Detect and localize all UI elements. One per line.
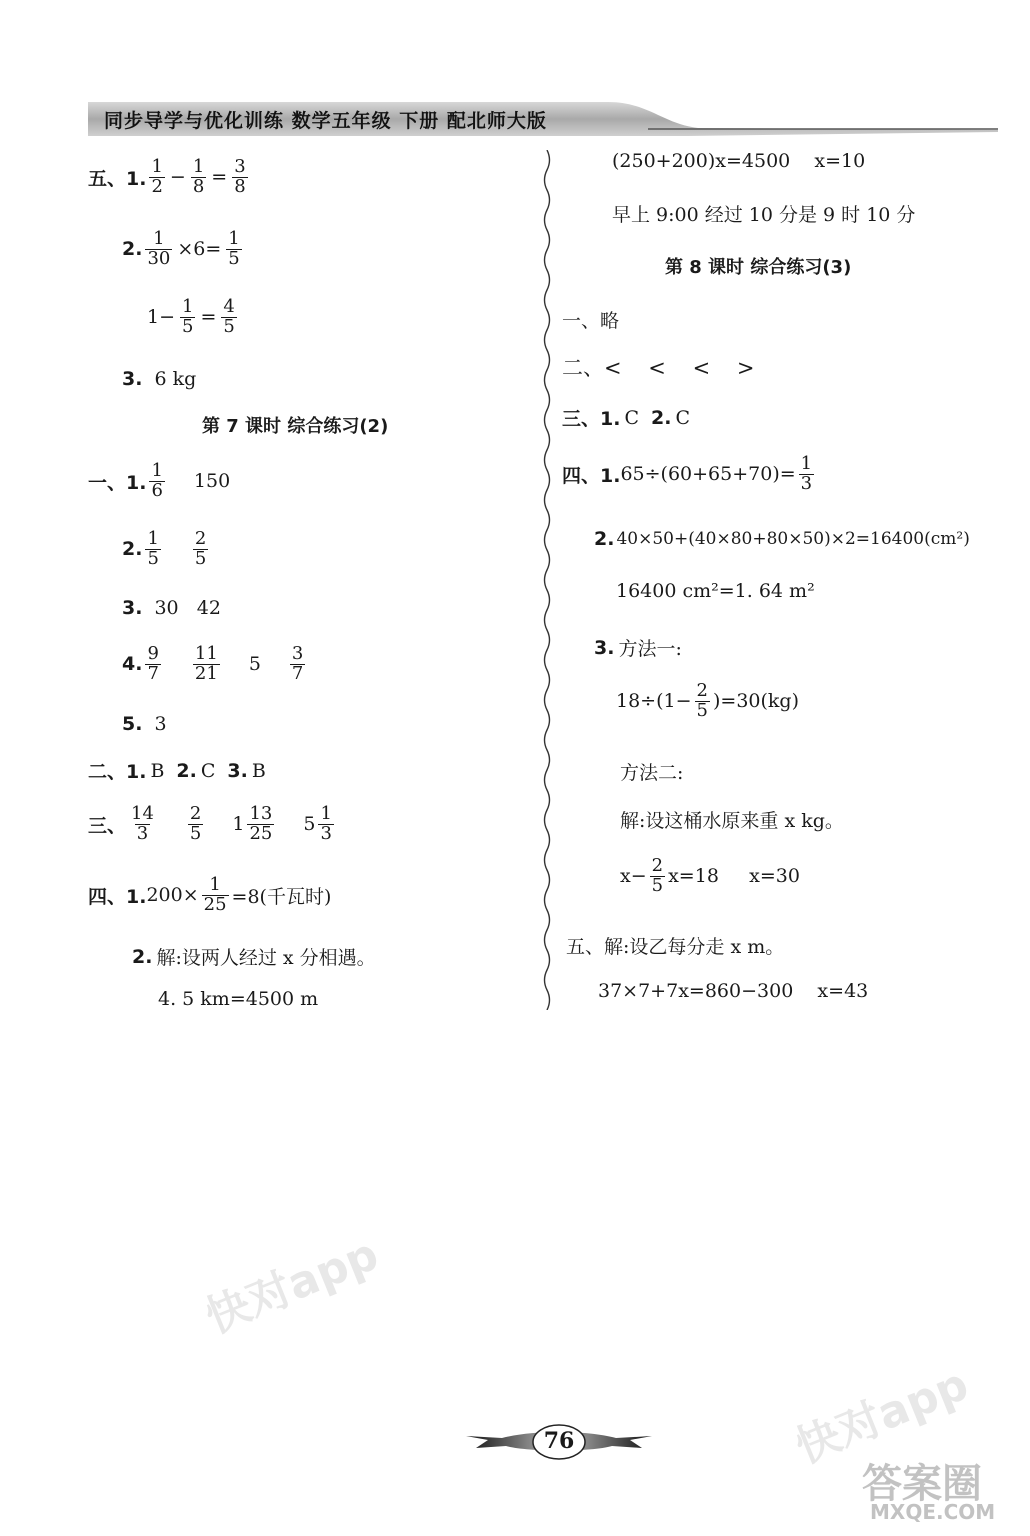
numerator: 1: [151, 156, 163, 177]
answer-text: 五、解:设乙每分走 x m。: [566, 936, 785, 958]
question-label: 3.: [594, 636, 615, 659]
r-s1: [562, 306, 619, 333]
fraction: [221, 298, 236, 337]
expression-text: 65÷(60+65+70)=: [620, 463, 796, 486]
denominator: 3: [136, 822, 149, 844]
numerator: 9: [147, 643, 159, 664]
s2-line: [88, 757, 266, 784]
numerator: 4: [223, 296, 235, 317]
expression-text: 18÷(1−: [616, 690, 692, 713]
denominator: 2: [151, 175, 163, 197]
answer-text: 3: [154, 713, 167, 735]
numerator: 1: [153, 228, 165, 249]
fraction: [188, 805, 203, 844]
section-label: 三、: [88, 814, 127, 837]
fraction: [226, 230, 241, 269]
denominator: 25: [203, 893, 227, 915]
s4-q2b: [158, 988, 318, 1010]
s1-q4: [122, 645, 308, 684]
r-s4-q2b: [616, 580, 815, 602]
fraction: [145, 230, 172, 269]
operator: −: [169, 166, 186, 189]
s5-q3: [122, 368, 196, 390]
s4-q1: [88, 876, 331, 915]
r-line-1: [612, 150, 865, 172]
mixed-number: [232, 805, 277, 844]
answer-text: 5: [248, 653, 261, 676]
s5-q2b: [145, 298, 240, 337]
denominator: 5: [228, 247, 240, 269]
answer-text: 解:设两人经过 x 分相遇。: [156, 947, 376, 969]
answer-text: 150: [193, 470, 231, 493]
question-label: 2.: [651, 406, 672, 429]
watermark: 快对app: [198, 1228, 386, 1344]
denominator: 25: [249, 822, 273, 844]
denominator: 21: [194, 662, 218, 684]
numerator: 1: [182, 296, 194, 317]
r-s4-q3-method2: [620, 758, 683, 785]
numerator: 1: [800, 453, 813, 474]
watermark: MXQE.COM: [870, 1500, 996, 1524]
s1-q2: [122, 530, 211, 569]
numerator: 1: [192, 156, 205, 177]
fraction: [290, 645, 305, 684]
r-s4-q3: [594, 634, 682, 661]
answer-text: 方法一:: [618, 638, 682, 660]
numerator: 3: [234, 156, 246, 177]
watermark: 答案圈: [862, 1461, 982, 1507]
fraction: [180, 298, 195, 337]
denominator: 6: [151, 479, 163, 501]
numerator: 1: [209, 874, 221, 895]
answer-text: 30 42: [154, 597, 221, 619]
answer-text: 一、略: [562, 310, 620, 332]
numerator: 2: [194, 528, 207, 549]
denominator: 8: [234, 175, 246, 197]
fraction: [145, 645, 160, 684]
fraction: [193, 645, 220, 684]
section-label: 三、1.: [562, 408, 621, 430]
numerator: 1: [320, 803, 332, 824]
r-s5-eq: [598, 980, 868, 1002]
r-s4-q3-sol: [620, 806, 844, 833]
answer-text: 37×7+7x=860−300 x=43: [598, 980, 869, 1002]
fraction: [129, 805, 156, 844]
denominator: 7: [291, 662, 304, 684]
answer-text: C: [200, 759, 216, 782]
page-number: 76: [543, 1428, 575, 1454]
answer-text: (250+200)x=4500 x=10: [612, 150, 866, 172]
lesson-8-title: 第 8 课时 综合练习(3): [665, 257, 852, 278]
lesson-7-title: 第 7 课时 综合练习(2): [202, 416, 389, 437]
question-label: 2.: [122, 538, 143, 561]
question-label: 5.: [122, 713, 143, 735]
question-label: 3.: [227, 759, 248, 782]
s1-q1: [88, 462, 230, 501]
section-label: 一、1.: [88, 471, 147, 494]
denominator: 5: [147, 547, 159, 569]
answer-text: 解:设这桶水原来重 x kg。: [620, 810, 844, 832]
expression-text: =8(千瓦时): [231, 885, 332, 908]
section-label: 四、1.: [562, 464, 621, 487]
denominator: 5: [696, 699, 708, 721]
denominator: 5: [182, 315, 194, 337]
s3-line: [88, 805, 337, 844]
operator: ×6=: [177, 238, 222, 261]
answer-text: 40×50+(40×80+80×50)×2=16400(cm²): [616, 529, 970, 549]
numerator: 2: [189, 803, 202, 824]
answer-text: C: [624, 406, 639, 429]
answer-text: 早上 9:00 经过 10 分是 9 时 10 分: [612, 204, 916, 226]
fraction: [247, 805, 274, 844]
answer-text: 4. 5 km=4500 m: [158, 988, 319, 1010]
numerator: 2: [696, 680, 708, 701]
r-s3: [562, 404, 690, 431]
s5-q2: [122, 230, 245, 269]
r-s5: [566, 932, 784, 959]
question-label: 2.: [176, 759, 197, 782]
question-label: 3.: [122, 368, 143, 390]
denominator: 5: [223, 315, 235, 337]
expression-text: x=18 x=30: [668, 865, 800, 888]
denominator: 30: [147, 247, 171, 269]
question-label: 3.: [122, 597, 143, 619]
column-divider: [540, 150, 554, 1010]
question-label: 2.: [132, 945, 153, 968]
mixed-number: [303, 805, 337, 844]
numerator: 13: [249, 803, 273, 824]
answer-text: B: [251, 759, 266, 782]
fraction: [232, 158, 247, 197]
fraction: [695, 682, 710, 721]
fraction: [202, 876, 229, 915]
denominator: 8: [192, 175, 205, 197]
s1-q5: [122, 713, 167, 735]
denominator: 5: [651, 874, 664, 896]
answer-text: 6 kg: [154, 368, 197, 390]
r-line-2: [612, 200, 915, 227]
numerator: 14: [131, 803, 154, 824]
answer-text: B: [150, 759, 165, 782]
s5-q1: [88, 158, 251, 197]
answer-text: 二、< < < >: [562, 356, 755, 380]
question-label: 4.: [122, 653, 143, 676]
numerator: 1: [228, 228, 240, 249]
fraction: [318, 805, 333, 844]
r-s4-q3-eq2: [620, 857, 800, 896]
question-label: 2.: [122, 238, 143, 261]
r-s4-q2: [594, 528, 970, 550]
header-title: 同步导学与优化训练 数学五年级 下册 配北师大版: [104, 110, 547, 132]
numerator: 2: [651, 855, 664, 876]
numerator: 1: [151, 460, 163, 481]
r-s4-q1: [562, 455, 817, 494]
answer-text: 方法二:: [620, 762, 684, 784]
denominator: 5: [189, 822, 202, 844]
r-s4-q3-eq1: [616, 682, 799, 721]
numerator: 3: [291, 643, 304, 664]
s4-q2: [132, 943, 376, 970]
fraction: [191, 158, 206, 197]
whole-part: 5: [303, 813, 316, 836]
denominator: 7: [147, 662, 159, 684]
operator: =: [200, 306, 217, 329]
r-s2: [562, 352, 755, 382]
expression-text: 1−: [147, 306, 176, 329]
numerator: 11: [194, 643, 218, 664]
fraction: [650, 857, 665, 896]
denominator: 3: [320, 822, 332, 844]
expression-text: x−: [620, 865, 647, 888]
watermark: 快对app: [788, 1358, 976, 1474]
fraction: [193, 530, 208, 569]
operator: =: [211, 166, 228, 189]
fraction: [799, 455, 814, 494]
fraction: [149, 462, 164, 501]
expression-text: 200×: [146, 884, 199, 907]
answer-text: C: [675, 406, 690, 429]
s1-q3: [122, 597, 221, 619]
s5-label: 五、1.: [88, 167, 147, 190]
expression-text: )=30(kg): [712, 690, 799, 713]
fraction: [149, 158, 164, 197]
section-label: 四、1.: [88, 885, 147, 908]
section-label: 二、1.: [88, 761, 147, 783]
denominator: 3: [800, 472, 813, 494]
denominator: 5: [194, 547, 207, 569]
fraction: [145, 530, 160, 569]
answer-text: 16400 cm²=1. 64 m²: [616, 580, 815, 602]
numerator: 1: [147, 528, 159, 549]
question-label: 2.: [594, 528, 615, 550]
whole-part: 1: [232, 813, 245, 836]
